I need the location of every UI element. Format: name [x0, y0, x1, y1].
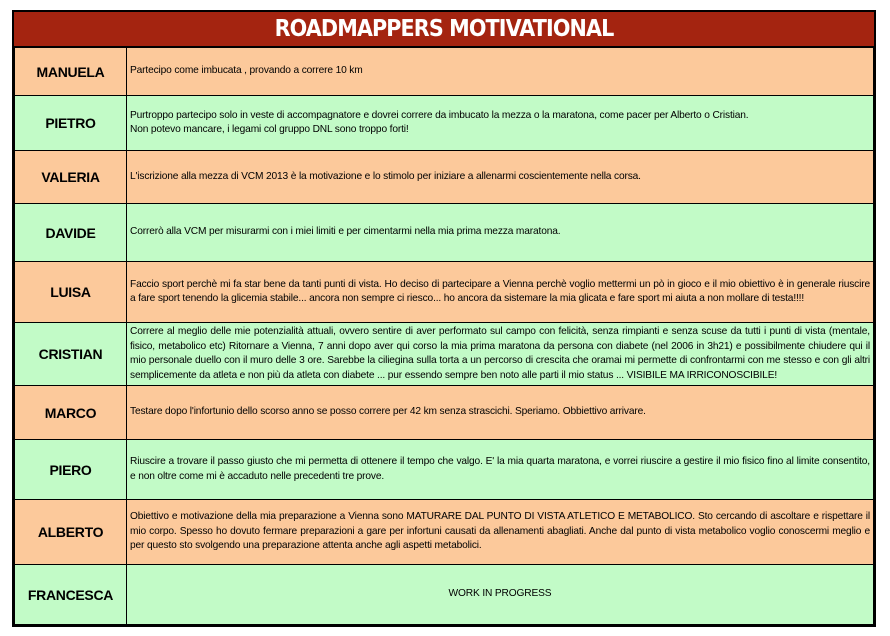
motivation-table: [14, 47, 874, 625]
motivation-text: [127, 440, 874, 500]
table-row: [15, 48, 874, 96]
motivation-line: L'iscrizione alla mezza di VCM 2013 è la motivazione e lo stimolo per iniziare a allenarmi coscientemente nella corsa.: [130, 170, 641, 182]
table-row: [15, 96, 874, 151]
sheet-title: ROADMAPPERS MOTIVATIONAL: [57, 12, 831, 46]
motivation-text: [127, 386, 874, 440]
motivation-text: [127, 565, 874, 625]
motivation-line: WORK IN PROGRESS: [448, 588, 552, 600]
table-row: [15, 204, 874, 262]
motivation-line: Purtroppo partecipo solo in veste di accompagnatore e dovrei correre da imbucato la mezza o la maratona, come pacer per Alberto o Cristian.: [130, 109, 749, 121]
table-body: [15, 48, 874, 625]
motivation-text: [127, 204, 874, 262]
motivation-line: Non potevo mancare, i legami col gruppo DNL sono troppo forti!: [130, 124, 409, 135]
motivation-line: Faccio sport perchè mi fa star bene da tanti punti di vista. Ho deciso di partecipare a Vienna perchè voglio mettermi un pò in gioco e il mio obiettivo è in generale riuscire a fare sport tenendo la glicemia stabile... ancora non sempre ci riesco... ho ancora da sistemare la mia glicata e fare sport mi aiuta a non mollare di testa!!!!: [130, 278, 870, 304]
runner-name: DAVIDE: [15, 204, 127, 262]
motivation-line: Testare dopo l'infortunio dello scorso anno se posso correre per 42 km senza strascichi. Speriamo. Obbiettivo arrivare.: [130, 406, 646, 418]
runner-name: MANUELA: [15, 48, 127, 96]
motivation-line: Obiettivo e motivazione della mia preparazione a Vienna sono MATURARE DAL PUNTO DI VISTA ATLETICO E METABOLICO. Sto cercando di ascoltare e rispettare il mio corpo. Spesso ho dovuto fermare preparazioni a gare per infortuni causati da allenamenti abagliati. Anche dal punto di vista metabolico voglio conoscermi meglio e per questo sto svolgendo una preparazione attenta anche agli aspetti metabolici.: [130, 511, 870, 552]
motivation-line: Correre al meglio delle mie potenzialità attuali, ovvero sentire di aver performato sul campo con felicità, senza rimpianti e senza scuse da tutti i punti di vista (mentale, fisico, metabolico etc) Ritornare a Vienna, 7 anni dopo aver qui corso la mia prima maratona da persona con diabete (nel 2006 in 3h21) e possibilmente chiudere qui il mio personale duello con il muro delle 3 ore. Sarebbe la ciliegina sulla torta a un percorso di crescita che oramai mi permette di confrontarmi con me stesso e con gli altri semplicemente da atleta e non più da atleta con diabete ... pur essendo sempre ben noto alle parti il mio status ... VISIBILE MA IRRICONOSCIBILE!: [130, 326, 870, 381]
table-row: [15, 262, 874, 323]
table-row: [15, 323, 874, 386]
motivation-text: [127, 323, 874, 386]
table-row: [15, 565, 874, 625]
motivation-text: [127, 262, 874, 323]
motivation-line: Correrò alla VCM per misurarmi con i miei limiti e per cimentarmi nella mia prima mezza maratona.: [130, 226, 561, 238]
runner-name: VALERIA: [15, 151, 127, 204]
runner-name: MARCO: [15, 386, 127, 440]
table-row: [15, 500, 874, 565]
motivation-sheet: [12, 10, 876, 627]
title-bar-container: [14, 12, 874, 47]
table-row: [15, 386, 874, 440]
motivation-line: Partecipo come imbucata , provando a correre 10 km: [130, 65, 363, 77]
runner-name: LUISA: [15, 262, 127, 323]
motivation-text: [127, 151, 874, 204]
runner-name: FRANCESCA: [15, 565, 127, 625]
table-row: [15, 151, 874, 204]
runner-name: ALBERTO: [15, 500, 127, 565]
runner-name: PIERO: [15, 440, 127, 500]
motivation-line: Riuscire a trovare il passo giusto che mi permetta di ottenere il tempo che valgo. E' la mia quarta maratona, e vorrei riuscire a gestire il mio fisico fino al limite consentito, e non oltre come mi è accaduto nelle precedenti tre prove.: [130, 456, 870, 482]
motivation-text: [127, 48, 874, 96]
motivation-text: [127, 500, 874, 565]
table-row: [15, 440, 874, 500]
motivation-text: [127, 96, 874, 151]
runner-name: PIETRO: [15, 96, 127, 151]
runner-name: CRISTIAN: [15, 323, 127, 386]
